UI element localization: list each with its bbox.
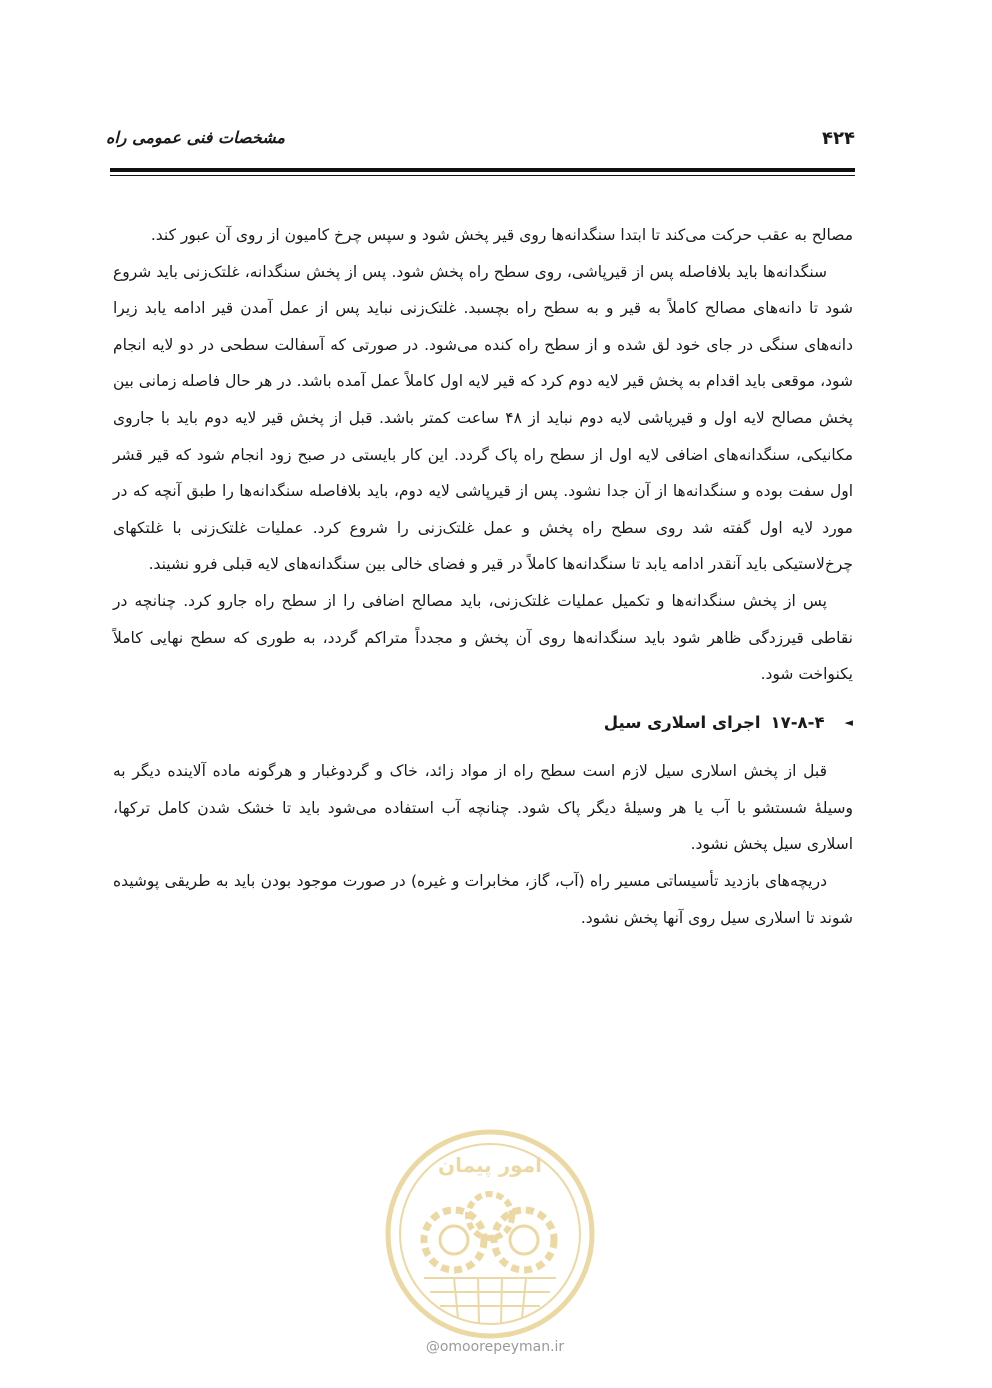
section-paragraph-2: دریچه‌های بازدید تأسیساتی مسیر راه (آب، گاز، مخابرات و غیره) در صورت موجود بودن باید به طریقی پوشیده شوند تا اسلاری سیل روی آنها پخش نشود. [113, 872, 853, 927]
header-rule-thin [110, 175, 855, 176]
page-header [105, 128, 855, 154]
watermark-seal-icon [384, 1128, 596, 1340]
page-number: ۴۲۴ [822, 128, 855, 149]
paragraph-1: مصالح به عقب حرکت می‌کند تا ابتدا سنگدانه‌ها روی قیر پخش شود و سپس چرخ کامیون از روی آن عبور کند. [150, 226, 853, 244]
paragraph-3: پس از پخش سنگدانه‌ها و تکمیل عملیات غلتک‌زنی، باید مصالح اضافی را از سطح راه جارو کرد. چنانچه در نقاطی قیرزدگی ظاهر شود باید سنگدانه‌ها روی آن پخش و مجدداً متراکم گردد، به طوری که سطح نهایی کاملاً یکنواخت شود. [113, 591, 853, 684]
stamp-lettering: امور پیمان [438, 1153, 542, 1177]
header-rule-thick [110, 168, 855, 172]
section-title: اجرای اسلاری سیل [603, 712, 761, 732]
bullet-arrow-icon: ◄ [844, 716, 853, 730]
watermark-url: @omoorepeyman.ir [425, 1339, 565, 1355]
paragraph-2: سنگدانه‌ها باید بلافاصله پس از قیرپاشی، روی سطح راه پخش شود. پس از پخش سنگدانه، غلتک‌زنی باید شروع شود تا دانه‌های مصالح کاملاً به قیر و به سطح راه بچسبد. غلتک‌زنی نباید پس از عمل آمدن قیر ادامه یابد زیرا دانه‌های سنگی در جای خود لق شده و از سطح راه کنده می‌شود. در صورتی که آسفالت سطحی در دو لایه انجام شود، موقعی باید اقدام به پخش قیر لایه دوم کرد که قیر لایه اول کاملاً عمل آمده باشد. در هر حال فاصله زمانی بین پخش مصالح لایه اول و قیرپاشی لایه دوم نباید از ۴۸ ساعت کمتر باشد. قبل از پخش قیر لایه دوم باید با جاروی مکانیکی، سنگدانه‌های اضافی لایه اول از سطح راه پاک گردد. این کار بایستی در صبح زود انجام شود که قیر قشر اول سفت بوده و سنگدانه‌ها از آن جدا نشود. پس از قیرپاشی لایه دوم، باید بلافاصله سنگدانه‌ها را طبق آنچه که در مورد لایه اول گفته شد روی سطح راه پخش و عمل غلتک‌زنی را شروع کرد. عملیات غلتک‌زنی با غلتکهای چرخ‌لاستیکی باید آنقدر ادامه یابد تا سنگدانه‌ها کاملاً در قیر و فضای خالی بین سنگدانه‌های لایه قبلی فرو نشیند. [113, 262, 853, 574]
body-text [113, 217, 853, 936]
section-paragraph-1: قبل از پخش اسلاری سیل لازم است سطح راه از مواد زائد، خاک و گردوغبار و هرگونه ماده آلاینده دیگر به وسیلهٔ شستشو با آب یا هر وسیلهٔ دیگر پاک شود. چنانچه آب استفاده می‌شود باید تا خشک شدن کامل ترکها، اسلاری سیل پخش نشود. [113, 762, 853, 854]
section-number: ۱۷-۸-۴ [770, 712, 825, 732]
running-title: مشخصات فنی عمومی راه [105, 128, 285, 147]
section-heading [113, 705, 853, 742]
